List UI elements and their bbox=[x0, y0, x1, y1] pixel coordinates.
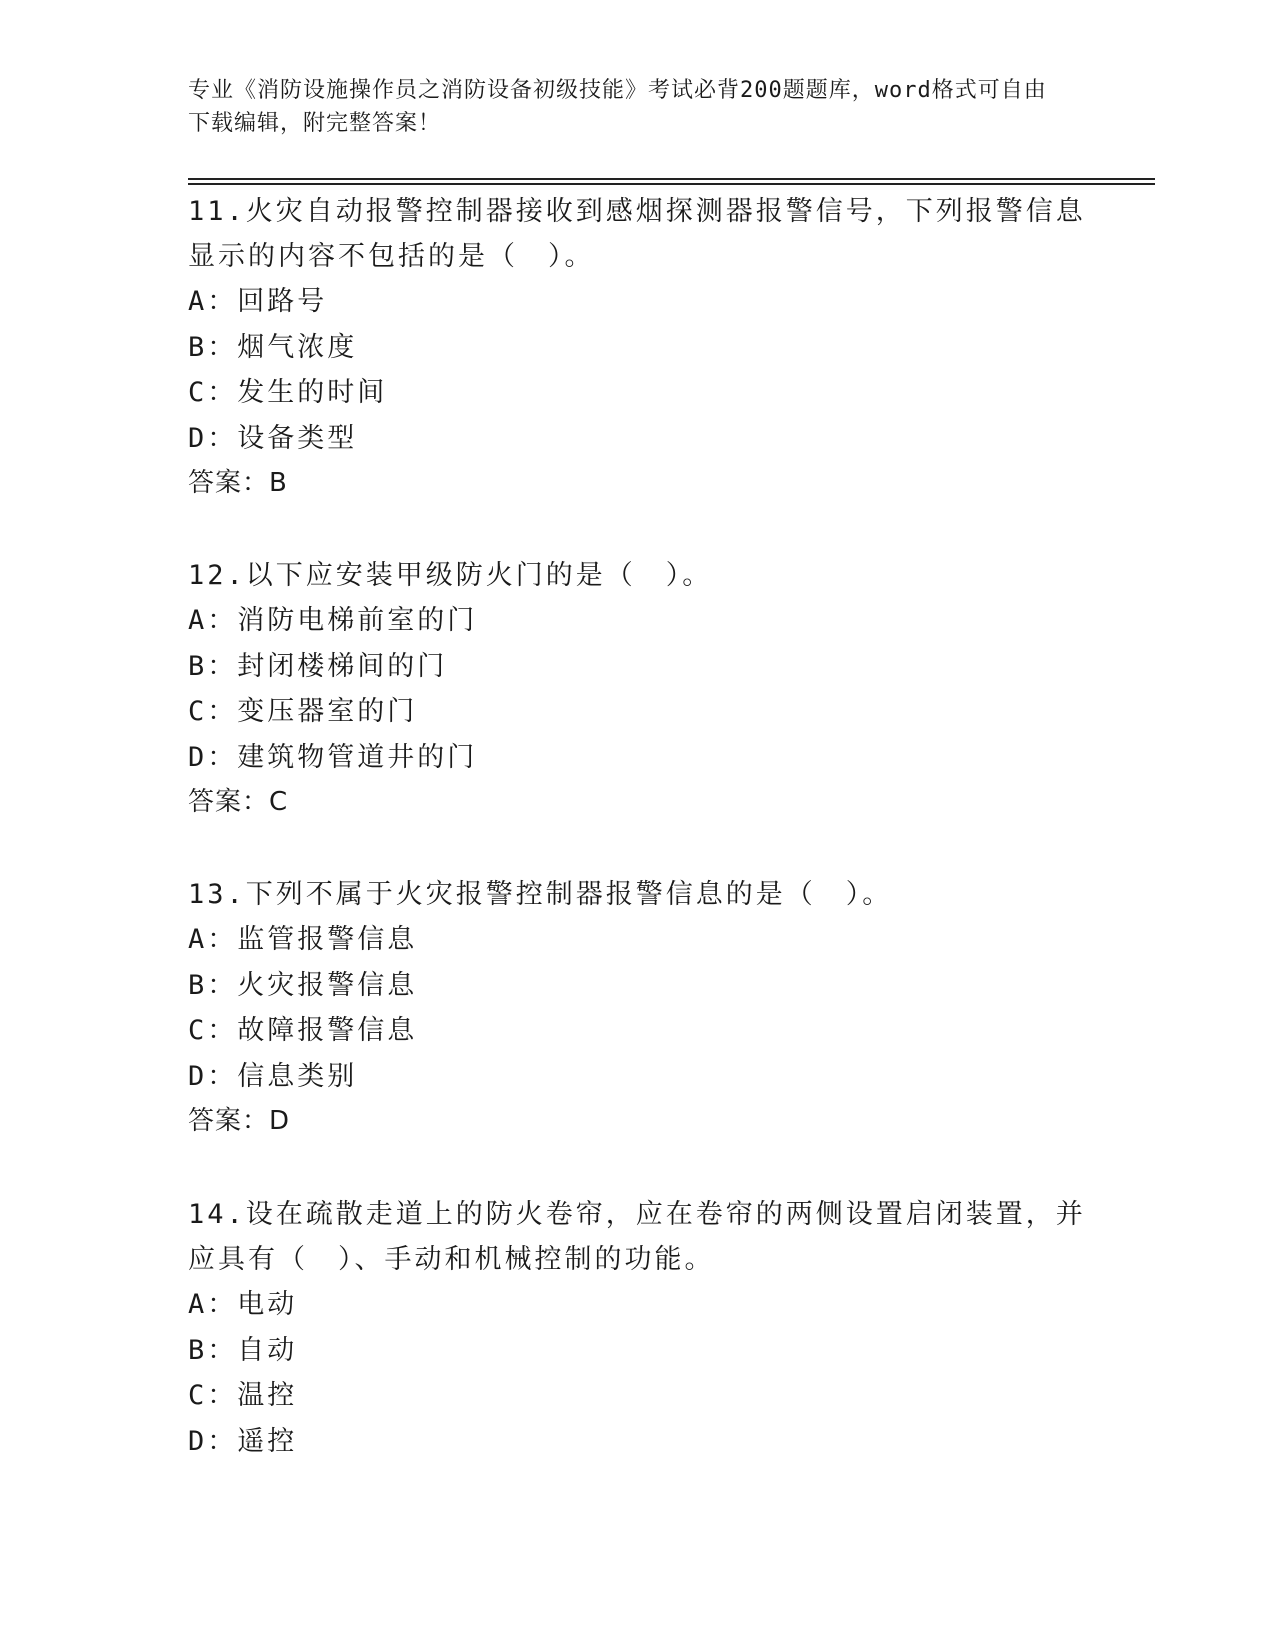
question-13 bbox=[188, 872, 1088, 1144]
option-b: B：火灾报警信息 bbox=[188, 969, 418, 1001]
answer-line: 答案：B bbox=[188, 468, 288, 498]
option-d: D：设备类型 bbox=[188, 422, 358, 454]
option-a: A：消防电梯前室的门 bbox=[188, 605, 478, 636]
option-a: A：电动 bbox=[188, 1289, 298, 1320]
question-stem: 13.下列不属于火灾报警控制器报警信息的是（ ）。 bbox=[188, 879, 893, 910]
question-11 bbox=[188, 189, 1088, 506]
option-a: A：回路号 bbox=[188, 286, 328, 317]
answer-line: 答案：C bbox=[188, 787, 289, 817]
question-14 bbox=[188, 1192, 1088, 1464]
option-c: C：发生的时间 bbox=[188, 377, 388, 408]
option-b: B：封闭楼梯间的门 bbox=[188, 650, 448, 682]
option-b: B：烟气浓度 bbox=[188, 331, 358, 363]
question-stem: 11.火灾自动报警控制器接收到感烟探测器报警信号，下列报警信息显示的内容不包括的是（ ）。 bbox=[188, 196, 1086, 272]
question-stem: 12.以下应安装甲级防火门的是（ ）。 bbox=[188, 560, 713, 591]
question-stem: 14.设在疏散走道上的防火卷帘，应在卷帘的两侧设置启闭装置，并应具有（ ）、手动和机械控制的功能。 bbox=[188, 1199, 1086, 1275]
option-c: C：温控 bbox=[188, 1380, 298, 1411]
option-a: A：监管报警信息 bbox=[188, 924, 418, 955]
option-d: D：信息类别 bbox=[188, 1060, 358, 1092]
option-d: D：遥控 bbox=[188, 1425, 298, 1457]
option-d: D：建筑物管道井的门 bbox=[188, 741, 478, 773]
header-divider-top bbox=[188, 178, 1155, 180]
option-c: C：故障报警信息 bbox=[188, 1015, 418, 1046]
option-c: C：变压器室的门 bbox=[188, 696, 418, 727]
document-header: 专业《消防设施操作员之消防设备初级技能》考试必背200题题库，word格式可自由下载编辑，附完整答案！ bbox=[188, 78, 1047, 136]
answer-line: 答案：D bbox=[188, 1106, 291, 1136]
option-b: B：自动 bbox=[188, 1334, 298, 1366]
header-divider-bottom bbox=[188, 183, 1155, 185]
question-12 bbox=[188, 553, 1088, 825]
